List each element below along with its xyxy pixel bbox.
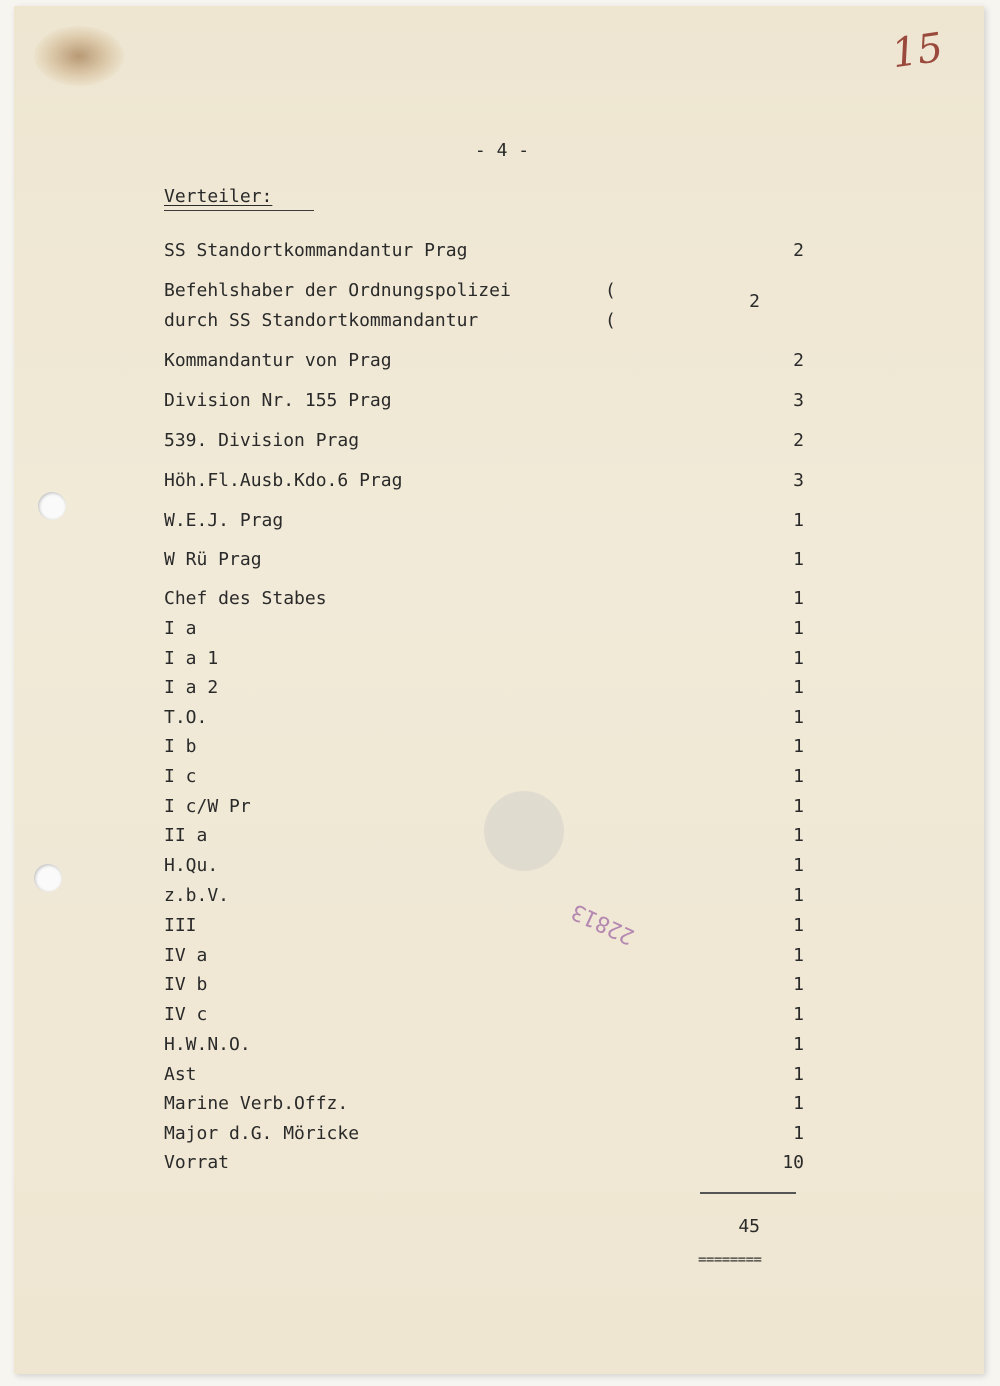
distribution-row [164, 885, 804, 911]
recipient-label: H.W.N.O. [164, 1034, 251, 1055]
recipient-label: W.E.J. Prag [164, 510, 284, 531]
distribution-row [164, 470, 804, 496]
distribution-row [164, 648, 804, 674]
distribution-row [164, 510, 804, 536]
distribution-row [164, 588, 804, 614]
punch-hole-top [38, 492, 66, 520]
copy-count: 2 [793, 430, 804, 451]
distribution-row [164, 915, 804, 941]
distribution-row [164, 707, 804, 733]
copy-count: 1 [793, 885, 804, 906]
recipient-label: I b [164, 736, 197, 757]
distribution-row [164, 855, 804, 881]
distribution-row [164, 945, 804, 971]
distribution-row [164, 1004, 804, 1030]
recipient-label: Höh.Fl.Ausb.Kdo.6 Prag [164, 470, 403, 491]
recipient-label: T.O. [164, 707, 208, 728]
copy-count: 2 [793, 350, 804, 371]
distribution-heading: Verteiler: [164, 186, 273, 207]
copy-count: 3 [793, 470, 804, 491]
distribution-row [164, 1093, 804, 1119]
heading-underline [164, 210, 314, 211]
copy-count: 1 [793, 796, 804, 817]
copy-count: 1 [793, 766, 804, 787]
recipient-label: H.Qu. [164, 855, 219, 876]
recipient-label: Major d.G. Möricke [164, 1123, 360, 1144]
burn-mark [34, 26, 124, 86]
double-underline: ======== [698, 1252, 762, 1268]
distribution-row [164, 796, 804, 822]
bracket-bottom: ( [605, 310, 616, 331]
distribution-row [164, 1034, 804, 1060]
recipient-label: III [164, 915, 197, 936]
copy-count: 1 [793, 736, 804, 757]
bracket-top: ( [605, 280, 616, 301]
copy-count: 2 [749, 291, 760, 312]
copy-count: 10 [782, 1152, 804, 1173]
recipient-label: IV a [164, 945, 208, 966]
distribution-row [164, 350, 804, 376]
copy-count: 1 [793, 945, 804, 966]
recipient-label: I a [164, 618, 197, 639]
punch-hole-bottom [34, 864, 62, 892]
distribution-row [164, 1152, 804, 1178]
copy-count: 1 [793, 707, 804, 728]
distribution-row [164, 1064, 804, 1090]
copy-count: 1 [793, 549, 804, 570]
recipient-label: Marine Verb.Offz. [164, 1093, 349, 1114]
distribution-row [164, 766, 804, 792]
distribution-row [164, 618, 804, 644]
recipient-label: II a [164, 825, 208, 846]
copy-count: 1 [793, 1064, 804, 1085]
recipient-label: SS Standortkommandantur Prag [164, 240, 468, 261]
recipient-label: Vorrat [164, 1152, 230, 1173]
distribution-row [164, 677, 804, 703]
copy-count: 1 [793, 974, 804, 995]
copy-count: 1 [793, 1123, 804, 1144]
recipient-label: I c/W Pr [164, 796, 251, 817]
recipient-label: Kommandantur von Prag [164, 350, 392, 371]
distribution-row [164, 1123, 804, 1149]
recipient-label: I a 2 [164, 677, 219, 698]
recipient-label-line2: durch SS Standortkommandantur [164, 310, 479, 331]
copy-count: 1 [793, 677, 804, 698]
distribution-row [164, 240, 804, 266]
page-number: - 4 - [474, 140, 530, 161]
copy-count: 1 [793, 855, 804, 876]
recipient-label: I c [164, 766, 197, 787]
recipient-label: IV c [164, 1004, 208, 1025]
distribution-row [164, 736, 804, 762]
handwritten-page-number: 15 [889, 24, 946, 78]
copy-count: 1 [793, 618, 804, 639]
recipient-label: Chef des Stabes [164, 588, 327, 609]
recipient-label-line1: Befehlshaber der Ordnungspolizei [164, 280, 511, 301]
distribution-row [164, 549, 804, 575]
copy-count: 1 [793, 915, 804, 936]
copy-count: 1 [793, 1093, 804, 1114]
copy-count: 1 [793, 588, 804, 609]
copy-count: 1 [793, 1004, 804, 1025]
copy-count: 1 [793, 1034, 804, 1055]
sum-line [700, 1192, 796, 1194]
total-count: 45 [738, 1216, 760, 1237]
distribution-row [164, 390, 804, 416]
recipient-label: W Rü Prag [164, 549, 262, 570]
stamp-number: 22813 [567, 898, 639, 949]
recipient-label: Division Nr. 155 Prag [164, 390, 392, 411]
distribution-row [164, 825, 804, 851]
recipient-label: Ast [164, 1064, 197, 1085]
distribution-row [164, 974, 804, 1000]
recipient-label: I a 1 [164, 648, 219, 669]
copy-count: 2 [793, 240, 804, 261]
copy-count: 1 [793, 648, 804, 669]
recipient-label: z.b.V. [164, 885, 230, 906]
recipient-label: IV b [164, 974, 208, 995]
copy-count: 1 [793, 510, 804, 531]
copy-count: 1 [793, 825, 804, 846]
distribution-row [164, 430, 804, 456]
copy-count: 3 [793, 390, 804, 411]
recipient-label: 539. Division Prag [164, 430, 360, 451]
